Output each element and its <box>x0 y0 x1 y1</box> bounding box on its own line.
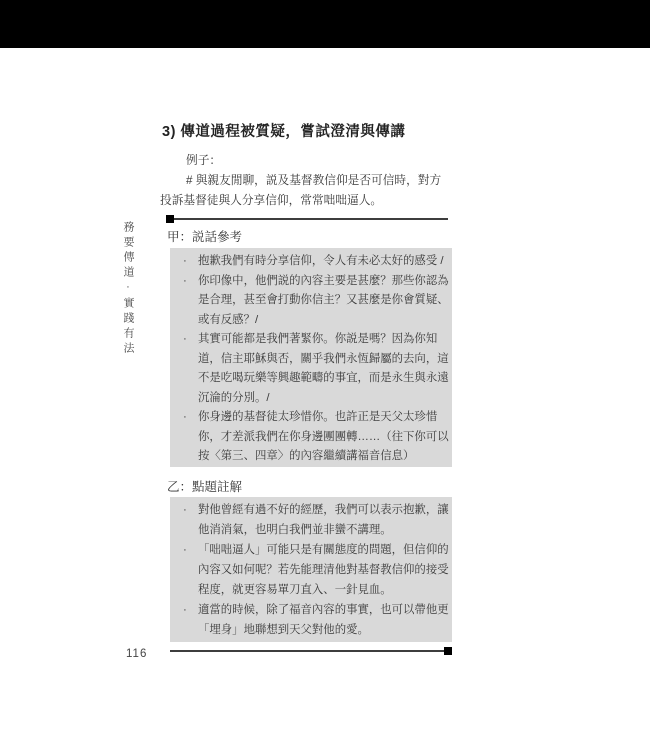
page-title: 3) 傳道過程被質疑，嘗試澄清與傳講 <box>162 124 406 140</box>
bullet-text: 「咄咄逼人」可能只是有關態度的問題，但信仰的內容又如何呢？若先能理清他對基督教信仰的接受程度，就更容易單刀直入、一針見血。 <box>198 544 449 596</box>
bullet-item <box>183 540 450 600</box>
section-a-heading: 甲：説話參考 <box>167 230 243 244</box>
divider-bottom-square <box>444 647 452 655</box>
bullet-item <box>183 252 450 272</box>
top-black-banner <box>0 0 650 48</box>
bullet-dash: · <box>183 274 187 287</box>
bullet-item <box>183 600 450 640</box>
bullet-dash: · <box>183 411 187 423</box>
divider-top-square <box>166 215 174 223</box>
bullet-text: 你身邊的基督徒太珍惜你。也許正是天父太珍惜你，才差派我們在你身邊團團轉……（往下你可以按〈第三、四章〉的內容繼續講福音信息） <box>198 411 449 462</box>
bullet-text: 適當的時候，除了福音內容的事實，也可以帶他更「埋身」地聯想到天父對他的愛。 <box>198 604 449 636</box>
bullet-text: 其實可能都是我們著緊你。你説是嗎？因為你知道，信主耶穌與否，關乎我們永恆歸屬的去向，這不是吃喝玩樂等興趣範疇的事宜，而是永生與永遠沉淪的分別。/ <box>198 333 449 404</box>
bullet-dash: · <box>183 504 187 516</box>
bullet-text: 抱歉我們有時分享信仰，令人有未必太好的感受 / <box>198 255 444 267</box>
bullet-text: 對他曾經有過不好的經歷，我們可以表示抱歉，讓他消消氣，也明白我們並非蠻不講理。 <box>198 504 449 536</box>
page-number: 116 <box>126 648 148 660</box>
example-paragraph <box>160 151 452 211</box>
bullet-dash: · <box>183 255 187 267</box>
bullet-dash: · <box>183 604 187 616</box>
divider-bottom <box>170 650 451 652</box>
bullet-dash: · <box>183 333 187 345</box>
example-text: # 與親友閒聊，説及基督教信仰是否可信時，對方投訴基督徒與人分享信仰，常常咄咄逼人。 <box>160 174 442 207</box>
bullet-item <box>183 500 450 540</box>
section-a-box <box>170 248 452 467</box>
bullet-dash: · <box>183 544 187 556</box>
bullet-text: 你印像中，他們説的內容主要是甚麼？那些你認為是合理，甚至會打動你信主？又甚麼是你會質疑、或有反感？/ <box>198 274 449 326</box>
spine-vertical-label: 務要傳道·實踐有法 <box>122 221 134 357</box>
section-b-heading: 乙：點題註解 <box>167 480 243 494</box>
divider-top <box>167 218 448 220</box>
bullet-item <box>183 330 450 408</box>
example-label: 例子： <box>186 154 222 167</box>
bullet-item <box>183 408 450 467</box>
bullet-item <box>183 272 450 331</box>
section-b-box <box>170 497 452 642</box>
